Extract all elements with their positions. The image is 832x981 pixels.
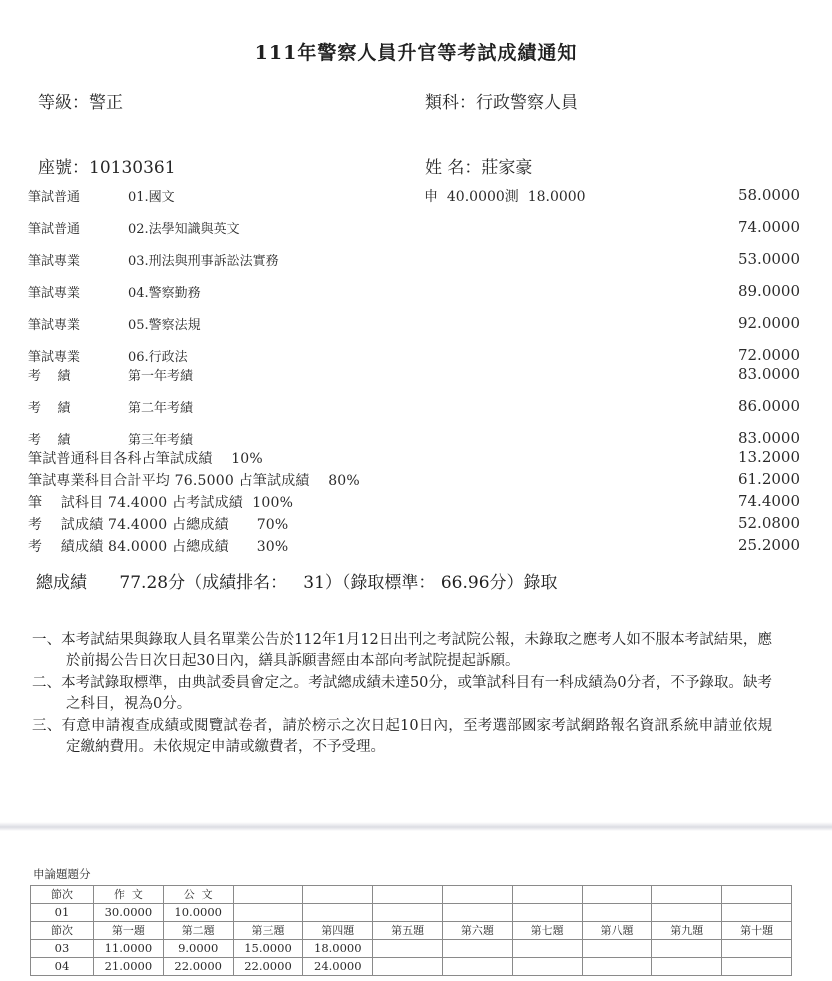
question-table-column-header: 第十題 — [722, 922, 792, 940]
subject-category: 考 績 — [28, 433, 71, 448]
total-score-line: 總成績 77.28分（成績排名： 31）（錄取標準： 66.96分）錄取 — [36, 573, 558, 593]
question-table-column-header: 第五題 — [373, 922, 443, 940]
question-table-score-cell: 10.0000 — [163, 904, 233, 922]
question-table-column-header: 第三題 — [233, 922, 303, 940]
subject-total-score: 83.0000 — [737, 365, 800, 383]
seat-number-label: 座號：10130361 — [38, 158, 176, 178]
footnote-text: 本考試結果與錄取人員名單業公告於112年1月12日出刊之考試院公報，未錄取之應考人如不服本考試結果，應於前揭公告日次日起30日內，繕具訴願書經由本部向考試院提起訴願。 — [61, 632, 773, 669]
question-table-column-header — [442, 886, 512, 904]
calculation-row — [0, 536, 832, 556]
question-table-row — [31, 904, 792, 922]
question-table-score-cell — [582, 958, 652, 976]
question-table-header-row — [31, 886, 792, 904]
question-table-score-cell — [582, 940, 652, 958]
question-table-column-header — [512, 886, 582, 904]
subject-score-row — [0, 365, 832, 387]
question-table-session-cell: 01 — [31, 904, 94, 922]
footnote-text: 本考試錄取標準，由典試委員會定之。考試總成績未達50分，或筆試科目有一科成績為0分者，不予錄取。缺考之科目，視為0分。 — [61, 675, 773, 712]
subject-score-row — [0, 250, 832, 272]
question-table-caption: 申論題題分 — [33, 867, 91, 881]
subject-name: 第三年考績 — [128, 433, 194, 448]
question-table-session-cell: 03 — [31, 940, 94, 958]
calculation-text: 筆試普通科目各科占筆試成績 10% — [28, 451, 263, 467]
footnote-item — [32, 673, 772, 715]
question-table-column-header: 第六題 — [442, 922, 512, 940]
subject-total-score: 53.0000 — [737, 250, 800, 268]
calculation-value: 61.2000 — [737, 470, 800, 488]
section-separator — [0, 822, 832, 831]
question-table-score-cell — [652, 904, 722, 922]
question-table-score-cell: 22.0000 — [163, 958, 233, 976]
question-table-column-header: 公 文 — [163, 886, 233, 904]
question-table-score-cell — [512, 940, 582, 958]
question-table-column-header: 第一題 — [94, 922, 164, 940]
subject-total-score: 83.0000 — [737, 429, 800, 447]
question-table-column-header — [373, 886, 443, 904]
question-table-score-cell: 18.0000 — [303, 940, 373, 958]
question-table-score-cell: 30.0000 — [94, 904, 164, 922]
subject-name: 04.警察勤務 — [128, 286, 201, 301]
subject-total-score: 72.0000 — [737, 346, 800, 364]
question-table-session-cell: 04 — [31, 958, 94, 976]
subject-name: 第一年考績 — [128, 369, 194, 384]
question-table-score-cell — [652, 940, 722, 958]
calculation-text: 考 試成績 74.4000 占總成績 70% — [28, 517, 289, 533]
question-table-score-cell — [373, 958, 443, 976]
subject-total-score: 74.0000 — [737, 218, 800, 236]
question-table-header-row — [31, 922, 792, 940]
question-table-score-cell — [722, 958, 792, 976]
subject-total-score: 86.0000 — [737, 397, 800, 415]
calculation-text: 筆試專業科目合計平均 76.5000 占筆試成績 80% — [28, 473, 360, 489]
footnote-text: 有意申請複查成績或閱覽試卷者，請於榜示之次日起10日內，至考選部國家考試網路報名資訊系統申請並依規定繳納費用。未依規定申請或繳費者，不予受理。 — [61, 718, 772, 755]
question-table-score-cell — [652, 958, 722, 976]
question-table-row — [31, 940, 792, 958]
question-table-column-header: 第二題 — [163, 922, 233, 940]
subject-total-score: 58.0000 — [737, 186, 800, 204]
question-table-column-header: 第四題 — [303, 922, 373, 940]
calculation-row — [0, 448, 832, 468]
question-table-session-cell: 節次 — [31, 922, 94, 940]
question-table-score-cell — [373, 904, 443, 922]
question-table-column-header: 第八題 — [582, 922, 652, 940]
subject-category: 筆試專業 — [28, 318, 81, 333]
calculation-text: 考 績成績 84.0000 占總成績 30% — [28, 539, 289, 555]
footnote-marker: 三、 — [32, 718, 62, 734]
question-table-score-cell: 15.0000 — [233, 940, 303, 958]
calculation-row — [0, 492, 832, 512]
subject-total-score: 89.0000 — [737, 282, 800, 300]
calculation-value: 25.2000 — [737, 536, 800, 554]
subject-category: 考 績 — [28, 401, 71, 416]
grade-label: 等級：警正 — [38, 93, 123, 113]
subject-category: 筆試普通 — [28, 190, 81, 205]
calculation-row — [0, 514, 832, 534]
subject-detail-scores: 申 40.0000測 18.0000 — [424, 189, 586, 205]
question-table-column-header: 第九題 — [652, 922, 722, 940]
subject-name: 03.刑法與刑事訴訟法實務 — [128, 254, 279, 269]
question-table-column-header — [652, 886, 722, 904]
candidate-name-label: 姓 名：莊家豪 — [425, 158, 533, 178]
calculation-row — [0, 470, 832, 490]
question-table-session-cell: 節次 — [31, 886, 94, 904]
question-table-score-cell: 24.0000 — [303, 958, 373, 976]
subject-name: 02.法學知識與英文 — [128, 222, 240, 237]
question-table-score-cell: 22.0000 — [233, 958, 303, 976]
subject-category: 考 績 — [28, 369, 71, 384]
subject-score-row — [0, 314, 832, 336]
footnote-item — [32, 716, 772, 758]
calculation-value: 52.0800 — [737, 514, 800, 532]
footnotes — [32, 630, 772, 759]
calculation-value: 74.4000 — [737, 492, 800, 510]
footnote-marker: 二、 — [32, 675, 62, 691]
category-label: 類科：行政警察人員 — [425, 93, 578, 113]
subject-name: 01.國文 — [128, 190, 175, 205]
question-table-score-cell — [442, 940, 512, 958]
question-table-score-cell — [233, 904, 303, 922]
question-table-column-header: 作 文 — [94, 886, 164, 904]
calculation-value: 13.2000 — [737, 448, 800, 466]
footnote-item — [32, 630, 772, 672]
subject-score-row — [0, 282, 832, 304]
question-table-score-cell — [512, 958, 582, 976]
question-table-column-header — [303, 886, 373, 904]
subject-score-row — [0, 186, 832, 208]
question-table-score-cell: 9.0000 — [163, 940, 233, 958]
question-table-score-cell — [442, 904, 512, 922]
question-table-row — [31, 958, 792, 976]
subject-category: 筆試普通 — [28, 222, 81, 237]
subject-name: 第二年考績 — [128, 401, 194, 416]
question-table-score-cell — [442, 958, 512, 976]
question-score-table — [30, 885, 792, 976]
subject-name: 06.行政法 — [128, 350, 188, 365]
question-table-score-cell — [722, 940, 792, 958]
question-table-column-header — [233, 886, 303, 904]
question-table-score-cell: 11.0000 — [94, 940, 164, 958]
subject-score-row — [0, 397, 832, 419]
question-table-score-cell — [303, 904, 373, 922]
question-table-column-header — [722, 886, 792, 904]
question-table-column-header — [582, 886, 652, 904]
subject-score-row — [0, 218, 832, 240]
question-table-score-cell — [722, 904, 792, 922]
footnote-marker: 一、 — [32, 632, 62, 648]
question-table-score-cell: 21.0000 — [94, 958, 164, 976]
subject-total-score: 92.0000 — [737, 314, 800, 332]
calculation-text: 筆 試科目 74.4000 占考試成績 100% — [28, 495, 294, 511]
question-table-score-cell — [373, 940, 443, 958]
question-table-column-header: 第七題 — [512, 922, 582, 940]
subject-category: 筆試專業 — [28, 350, 81, 365]
subject-name: 05.警察法規 — [128, 318, 201, 333]
question-table-score-cell — [582, 904, 652, 922]
question-table-score-cell — [512, 904, 582, 922]
page-title: 111年警察人員升官等考試成績通知 — [254, 42, 578, 64]
subject-category: 筆試專業 — [28, 254, 81, 269]
subject-category: 筆試專業 — [28, 286, 81, 301]
